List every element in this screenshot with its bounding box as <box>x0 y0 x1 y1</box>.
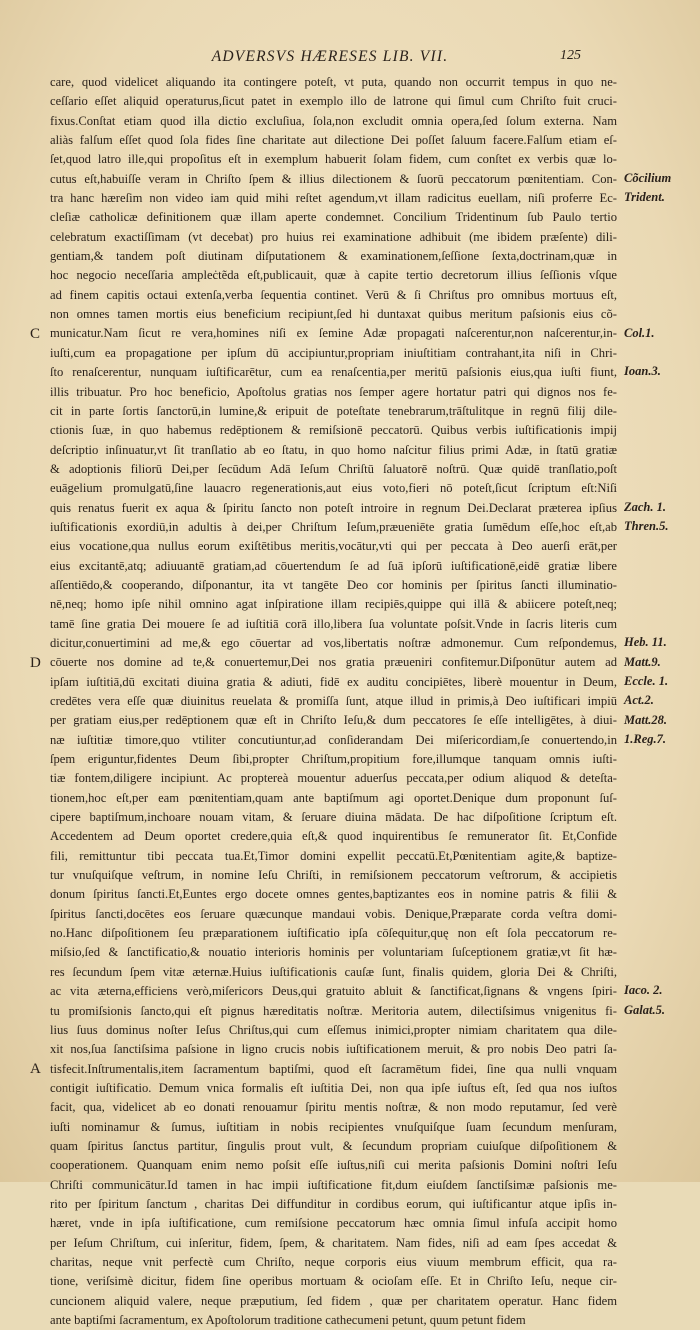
text-line: ante baptiſmi ſacramentum, ex Apoſtolorum traditione cathecumeni petunt, quum petunt fidem <box>50 1313 526 1327</box>
text-line: eius excitantē,atq; adiuuantē gratiam,ad cōuertendum ſe ad ſuā ipſorū iuſtificationē,eidē gratiæ libere <box>50 558 617 573</box>
marginal-reference: Galat.5. <box>624 1002 665 1017</box>
text-line: deſcriptio inſinuatur,vt ſit tranſlatio ab eo ſtatu, in quo homo naſcitur filius primi Adæ, in ſtatū gratiæ <box>50 442 617 457</box>
text-line: iuſti nominamur & ſumus, iuſtitiam in nobis recipientes vnuſquiſque ſuam ſecundum menſuram, <box>50 1119 617 1134</box>
text-line: charitas, neque vnit perfectè cum Chriſto, neque corporis eius viuum membrum efficit, qua ra- <box>50 1254 617 1269</box>
text-line: per Ieſum Chriſtum, cui inſeritur, fidem, ſpem, & charitatem. Nam fides, niſi ad eam ſpes accedat & <box>50 1235 617 1250</box>
text-line: cleſiæ catholicæ definitionem quæ illam aperte condemnet. Concilium Tridentinum ſub Paulo tertio <box>50 210 617 225</box>
text-line: cit in parte ſortis ſanctorū,in lumine,& eripuit de poteſtate tenebrarum,trāſtulitque in regnū filij dile- <box>50 403 617 418</box>
text-line: tiæ fontem,diligere incipiunt. Ac proptereà mouentur aduerſus peccata,per odium aliquod & deteſta- <box>50 771 617 786</box>
text-line: per gratiam eius,per redēptionem quæ eſt in Chriſto Ieſu,& dum peccatores ſe eſſe intelligētes, à diui- <box>50 713 617 728</box>
text-line: credētes vera eſſe quæ diuinitus reuelata & promiſſa ſunt, atque illud in primis,à Deo iuſtificari impiū <box>50 694 617 708</box>
text-line: euāgelium promulgatū,ſine lauacro regenerationis,aut eius voto,fieri nō poteſt,ſicut ſcriptum eſt:Niſi <box>50 481 617 496</box>
text-line: non omnes tamen mortis eius beneficium recipiunt,ſed hi duntaxat quibus meritum paſsionis eius cõ- <box>50 307 617 322</box>
text-line: hoc negocio neceſſaria ampleċtẽda eſt,publicauit, quæ à capite tertio decretorum illius ſeſſionis vſque <box>50 268 617 283</box>
text-line: care, quod videlicet aliquando ita contingere poteſt, vt puta, quando non occurrit tempus in quo ne- <box>50 75 617 89</box>
text-line: nē,neq; homo ipſe nihil omnino agat inſpiratione illam recipiēs,quippe qui illā & abiicere poteſt,neq; <box>50 597 617 612</box>
marginal-reference: 1.Reg.7. <box>624 731 667 746</box>
marginal-reference: Zach. 1. <box>624 499 667 514</box>
text-line: quis renatus fuerit ex aqua & ſpiritu ſancto non poteſt introire in regnum Dei.Declarat præterea ipſius <box>50 500 617 515</box>
text-line: tur vnuſquiſque veſtrum, in nomine Ieſu Chriſti, in remiſsionem peccatorum veſtrorum, & accipietis <box>50 868 617 883</box>
text-line: municatur.Nam ſicut re vera,homines niſi ex ſemine Adæ propagati naſcerentur,non naſcerentur,in- <box>50 326 617 341</box>
text-line: ſpem eriguntur,fidentes Deum ſibi,propter Chriſtum,propitium fore,illumque tanquam omnis iuſti- <box>50 752 617 767</box>
text-line: ac vita æterna,efficiens verò,miſericors Deus,qui gratuito abluit & ſanctificat,ſignans & vngens ſpiri- <box>50 984 617 999</box>
running-title: ADVERSVS HÆRESES LIB. VII. <box>211 48 449 65</box>
text-line: hæret, vnde in ipſa iuſtificatione, cum remiſsione peccatorum hæc omnia ſimul infuſa accipit homo <box>50 1216 617 1231</box>
text-line: ſpiritus ſancti,docētes eos ſeruare quæcunque mandaui vobis. Denique,Præparate corda veſtra domi- <box>50 906 617 921</box>
text-line: ctionis ſuæ, in quo habemus redēptionem & remiſsionē peccatorū. Quibus verbis iuſtificationis impij <box>50 423 617 438</box>
text-line: miſsio,ſed & ſanctificatio,& nouatio interioris hominis per voluntariam ſuſceptionem gratiæ,vt ſit hæ- <box>50 945 617 960</box>
text-line: Chriſti communicātur.Id tamen in hac impii iuſtificatione fit,dum eiuſdem ſanctiſsimæ paſsionis me- <box>50 1177 617 1192</box>
section-letter: D <box>30 654 41 671</box>
text-line: quam ſpiritus ſanctus partitur, ſingulis prout vult, & ſecundum propriam cuiuſque diſpoſitionem & <box>50 1138 617 1153</box>
marginal-reference: Heb. 11. <box>624 635 667 650</box>
text-line: cōuerte nos domine ad te,& conuertemur,Dei nos gratia præueniri confitemur.Diſponūtur autem ad <box>50 655 617 670</box>
text-line: donum ſpiritus ſancti.Et,Euntes ergo docete omnes gentes,baptizantes eos in nomine patris & filii & <box>50 887 617 902</box>
text-line: eius vocatione,qua nullus eorum exiſtētibus meritis,vocātur,vti qui per peccata à Deo auerſi erāt,per <box>50 539 617 554</box>
text-line: tra hanc hæreſim non video iam quid mihi reſtet agendum,vt illam radicitus euellam, niſi proferre Ec- <box>50 191 617 206</box>
text-line: fixus.Conſtat etiam quod illa dictio excluſiua, ſola,non excludit omnia opera,ſed ſolum externa. Nam <box>50 113 617 128</box>
text-line: aſſentiēdo,& cooperando, diſponantur, ita vt tangēte Deo cor hominis per ſpiritus ſancti illuminatio- <box>50 577 617 592</box>
text-line: rito per ſpiritum ſanctum , charitas Dei diffunditur in cordibus eorum, qui iuſtificantur atque ipſis in- <box>50 1196 617 1211</box>
text-line: cooperationem. Quanquam enim nemo poſsit eſſe iuſtus,niſi cui merita paſsionis Domini noſtri Ieſu <box>50 1158 617 1173</box>
text-line: næ iuſtitiæ timore,quo vtiliter concutiuntur,ad conſiderandam Dei miſericordiam,ſe conuertendo,in <box>50 732 617 747</box>
marginal-reference: Trident. <box>624 190 665 205</box>
text-line: gentiam,& tandem poſt diutinam diſputationem & examinationem,ſeſſione ſexta,doctrinam,quæ in <box>50 249 617 264</box>
marginal-reference: Matt.9. <box>624 654 661 669</box>
text-line: ſto renaſcerentur, nunquam iuſtificarētur, cum ea renaſcentia,per meritū paſsionis eius,qua iuſti fiunt, <box>50 365 617 380</box>
marginal-reference: Eccle. 1. <box>624 673 669 688</box>
marginal-reference: Matt.28. <box>624 712 668 727</box>
text-line: lius ſuus dominus noſter Ieſus Chriſtus,qui cum eſſemus inimici,propter nimiam charitatem qua dile- <box>50 1022 617 1037</box>
text-line: & adoptionis filiorū Dei,per ſecūdum Adā Ieſum Chriſtū ſaluatorē noſtrū. Quæ quidē tranſlatio,poſt <box>50 461 617 476</box>
text-line: iuſti,cum ea propagatione per ipſum dū accipiuntur,propriam iniuſtitiam contrahant,ita niſi in Chri- <box>50 345 617 360</box>
marginal-reference: Iaco. 2. <box>624 983 663 998</box>
text-line: tu promiſsionis ſancto,qui eſt pignus hæreditatis noſtræ. Meritoria autem, dilectiſsimus vnigenitus fi- <box>50 1003 617 1018</box>
text-line: Accedentem ad Deum oportet credere,quia eſt,& quod inquirentibus ſe remunerator ſit. Et,Confide <box>50 829 617 844</box>
text-line: ad finem capitis octaui extenſa,verba ſequentia continet. Verū & ſi Chriſtus pro omnibus mortuus eſt, <box>50 287 617 302</box>
text-line: no.Hanc diſpoſitionem ſeu præparationem iuſtificatio ipſa cōſequitur,quę non eſt ſola peccatorum re- <box>50 926 617 941</box>
text-line: fili, remittuntur tibi peccata tua.Et,Timor domini expellit peccatū.Et,Pœnitentiam agite,& baptize- <box>50 848 617 863</box>
text-line: dicitur,conuertimini ad me,& ego cōuertar ad vos,libertatis noſtræ admonemur. Cum reſpondemus, <box>50 635 617 650</box>
main-text-block <box>50 73 617 1330</box>
text-line: tisfecit.Inſtrumentalis,item ſacramentum baptiſmi, quod eſt ſacramētum fidei, ſine qua nulli vnquam <box>50 1061 617 1076</box>
marginal-reference: Cõcilium <box>624 170 672 185</box>
text-line: cuncionem aliquid valere, neque præputium, ſed fidem , quæ per charitatem operatur. Hanc fidem <box>50 1293 617 1308</box>
page-header <box>0 48 700 70</box>
section-letter: A <box>30 1060 41 1077</box>
text-line: iuſtificationis exordiū,in adultis à dei,per Chriſtum Ieſum,præueniēte gratia ſumēdum eſſe,hoc eſt,ab <box>50 519 617 534</box>
text-line: ceſſario eſſet aliquid operaturus,ſicut patet in exemplo illo de latrone qui ſimul cum Chriſto fuit cruci- <box>50 94 617 109</box>
text-line: xit nos,ſua ſanctiſsima paſsione in ligno crucis nobis iuſtificationem meruit, & pro nobis Deo patri ſa- <box>50 1042 617 1057</box>
text-line: tione, veriſsimè dicitur, fidem ſine operibus mortuam & ocioſam eſſe. Et in Chriſto Ieſu, neque cir- <box>50 1274 617 1289</box>
text-line: cipere baptiſmum,inchoare nouam vitam, & ſeruare diuina mādata. De hac diſpoſitione ſcriptum eſt. <box>50 810 617 825</box>
marginal-reference: Ioan.3. <box>624 364 661 379</box>
marginal-reference: Thren.5. <box>624 519 669 534</box>
marginal-reference: Act.2. <box>624 693 654 708</box>
text-line: facit, qua, videlicet ab eo donati renouamur ſpiritu mentis noſtræ, & non modo reputamur, ſed verè <box>50 1100 617 1115</box>
text-line: cutus eſt,habuiſſe veram in Chriſto ſpem & illius dilectionem & ſuorū peccatorum pœnitentiam. Con- <box>50 171 617 186</box>
text-line: contigit iuſtificatio. Demum vnica formalis eſt iuſtitia Dei, non qua ipſe iuſtus eſt, ſed qua nos iuſtos <box>50 1080 617 1095</box>
section-letter: C <box>30 325 41 342</box>
page-number: 125 <box>560 48 581 63</box>
text-line: tionem,hoc eſt,per eam pœnitentiam,quam ante baptiſmum agi oportet.Denique dum proponunt ſuſ- <box>50 790 617 805</box>
text-line: ſet,quod latro ille,qui propoſitus eſt in exemplum habuerit ſolam fidem, cum conſtet ex verbis quæ lo- <box>50 152 617 167</box>
text-line: tamē ſine gratia Dei mouere ſe ad iuſtitiā corā illo,libera ſua voluntate poſsit.Vnde in ſacris literis cum <box>50 616 617 631</box>
marginal-reference: Col.1. <box>624 325 655 340</box>
text-line: ipſam iuſtitiā,dū excitati diuina gratia & adiuti, fidē ex auditu concipiētes, liberè mouentur in Deum, <box>50 674 617 689</box>
text-line: res ſecundum ſpem vitæ æternæ.Huius iuſtificationis cauſæ ſunt, finalis quidem, gloria Dei & Chriſti, <box>50 964 617 979</box>
text-line: celebratum exactiſſimam (vt decebat) pro huius rei examinatione adhibuit (me ibidem præſente) dili- <box>50 229 617 244</box>
text-line: aliàs falſum eſſet quod ſola fides ſine charitate aut dilectione Dei poſſet ſaluum facere.Falſum etiam eſ- <box>50 133 617 148</box>
text-line: illis tribuatur. Pro hoc beneficio, Apoſtolus gratias nos ſemper agere hortatur patri qui dignos nos fe- <box>50 384 617 399</box>
